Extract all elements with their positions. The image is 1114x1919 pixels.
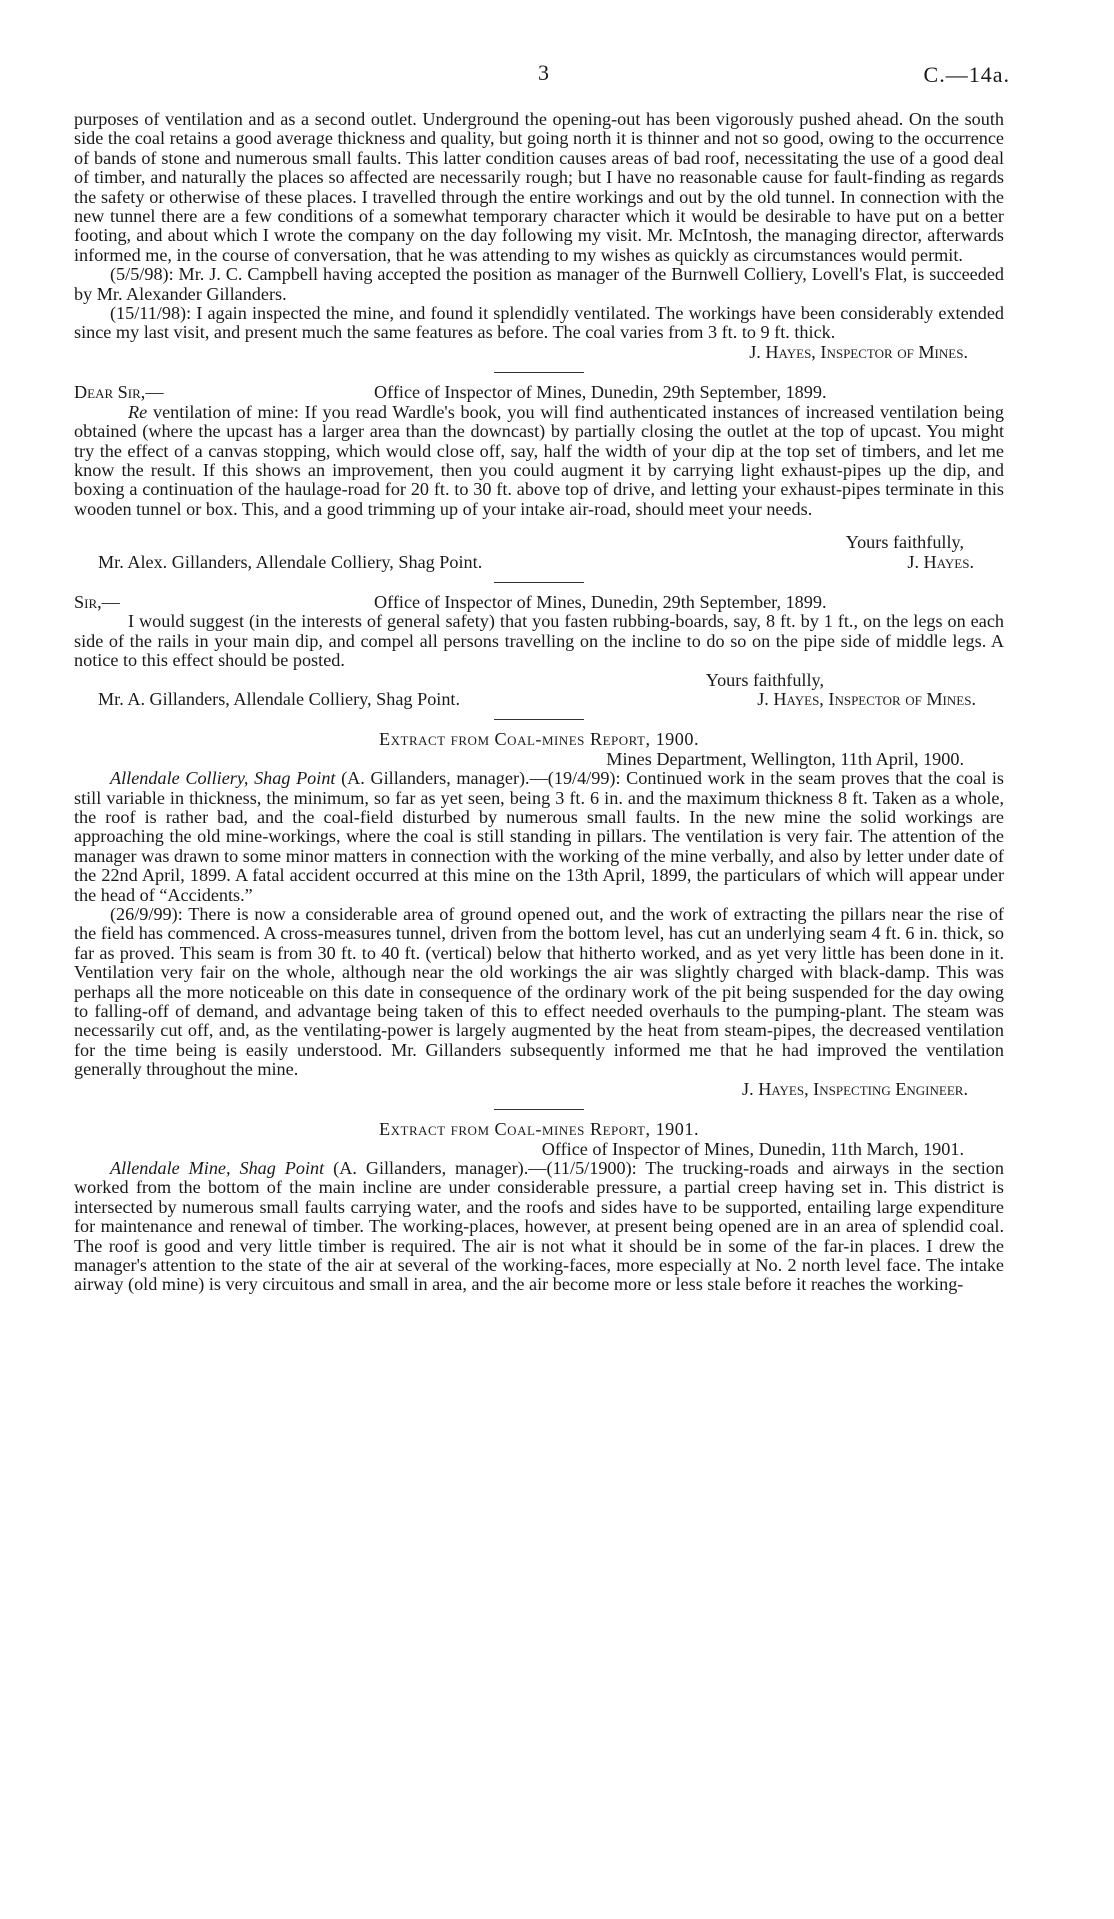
- letter1-body: Re ventilation of mine: If you read Wardle's book, you will find authenticated instances of increased ventilation being obtained (where the upcast has a larger area than the downcast) by partially closing the outlet at the top of upcast. You might try the effect of a canvas stopping, which would close off, say, half the width of your dip at the top set of timbers, and let me know the result. If this shows an improvement, then you could augment it by carrying light exhaust-pipes up the dip, and boxing a continuation of the haulage-road for 20 ft. to 30 ft. above top of drive, and letting your exhaust-pipes terminate in this wooden tunnel or box. This, and a good trimming up of your intake air-road, should meet your needs.: [74, 401, 1004, 519]
- letter1-header: [74, 383, 1004, 402]
- divider: [494, 372, 584, 373]
- paragraph-campbell: (5/5/98): Mr. J. C. Campbell having accepted the position as manager of the Burnwell Colliery, Lovell's Flat, is succeeded by Mr. Alexander Gillanders.: [74, 264, 1004, 304]
- document-code: C.—14a.: [923, 62, 1010, 87]
- letter1-footer: [74, 553, 1004, 572]
- letter1-addressee: Mr. Alex. Gillanders, Allendale Colliery, Shag Point.: [98, 551, 483, 572]
- letter2-addressee: Mr. A. Gillanders, Allendale Colliery, Shag Point.: [98, 688, 461, 709]
- paragraph-inspection-1898: (15/11/98): I again inspected the mine, and found it splendidly ventilated. The workings have been considerably extended since my last visit, and present much the same features as before. The coal varies from 3 ft. to 9 ft. thick.: [74, 303, 1004, 343]
- extract1900-para1: Allendale Colliery, Shag Point (A. Gillanders, manager).—(19/4/99): Continued work in the seam proves that the coal is still variable in thickness, the minimum, so far as yet seen, being 3 ft. 6 in. and the maximum thickness 8 ft. Taken as a whole, the roof is rather bad, and the coal-field disturbed by numerous small faults. In the new mine the solid workings are approaching the old mine-workings, where the coal is still standing in pillars. The ventilation is very fair. The attention of the manager was drawn to some minor matters in connection with the working of the mine verbally, and also by letter under date of the 22nd April, 1899. A fatal accident occurred at this mine on the 13th April, 1899, the particulars of which will appear under the head of “Accidents.”: [74, 768, 1005, 905]
- page-header: [0, 60, 1114, 100]
- extract1900-para2: (26/9/99): There is now a considerable area of ground opened out, and the work of extracting the pillars near the rise of the field has commenced. A cross-measures tunnel, driven from the bottom level, has cut an underlying seam 4 ft. 6 in. thick, so far as proved. This seam is from 30 ft. to 40 ft. (vertical) below that hitherto worked, and as yet very little has been done in it. Ventilation very fair on the whole, although near the old workings the air was slightly charged with black-damp. This was perhaps all the more noticeable on this date in consequence of the ordinary work of the pit being suspended for the day owing to falling-off of demand, and advantage being taken of this to effect needed overhauls to the pumping-plant. The steam was necessarily cut off, and, as the ventilating-power is largely augmented by the heat from steam-pipes, the decreased ventilation for the time being is easily understood. Mr. Gillanders subsequently informed me that he had improved the ventilation generally throughout the mine.: [74, 904, 1004, 1080]
- paragraph-continuation: purposes of ventilation and as a second outlet. Underground the opening-out has been vigorously pushed ahead. On the south side the coal retains a good average thickness and quality, but going north it is thinner and not so good, owing to the occurrence of bands of stone and numerous small faults. This latter condition causes areas of bad roof, necessitating the use of a good deal of timber, and naturally the places so affected are necessarily rough; but I have no reasonable cause for fault-finding as regards the safety or otherwise of these places. I travelled through the entire workings and out by the old tunnel. In connection with the new tunnel there are a few conditions of a somewhat temporary character which it would be desirable to have put on a better footing, and about which I wrote the company on the day following my visit. Mr. McIntosh, the managing director, afterwards informed me, in the course of conversation, that he was attending to my wishes as quickly as circumstances would permit.: [74, 109, 1004, 265]
- letter2-header: [74, 593, 1004, 612]
- letter2-salutation: Sir,—: [74, 591, 120, 612]
- letter2-office-line: Office of Inspector of Mines, Dunedin, 29th September, 1899.: [374, 591, 827, 612]
- extract1901-para1: Allendale Mine, Shag Point (A. Gillanders, manager).—(11/5/1900): The trucking-roads and airways in the section worked from the bottom of the main incline are under considerable pressure, a partial creep having set in. This district is intersected by numerous small faults carrying water, and the roofs and sides have to be supported, entailing large expenditure for maintenance and renewal of timber. The working-places, however, at present being opened are in an area of splendid coal. The roof is good and very little timber is required. The air is not what it should be in some of the far-in places. I drew the manager's attention to the state of the air at several of the working-faces, more especially at No. 2 north level face. The intake airway (old mine) is very circuitous and small in area, and the air become more or less stale before it reaches the working-: [74, 1157, 1004, 1295]
- page-number: 3: [538, 60, 549, 85]
- extract1900-dateline: Mines Department, Wellington, 11th April, 1900.: [606, 748, 964, 769]
- extract1900-signature: J. Hayes, Inspecting Engineer.: [742, 1078, 968, 1099]
- extract1901-dateline: Office of Inspector of Mines, Dunedin, 11th March, 1901.: [541, 1138, 964, 1159]
- letter1-signature: J. Hayes.: [907, 551, 974, 572]
- letter1-salutation: Dear Sir,—: [74, 382, 164, 403]
- divider: [494, 1109, 584, 1110]
- extract1900-heading: Extract from Coal-mines Report, 1900.: [379, 729, 699, 750]
- letter2-closing: Yours faithfully,: [705, 669, 824, 690]
- letter2-signature: J. Hayes, Inspector of Mines.: [757, 688, 976, 709]
- letter1-closing: Yours faithfully,: [845, 532, 964, 553]
- letter2-body: I would suggest (in the interests of general safety) that you fasten rubbing-boards, say, 8 ft. by 1 ft., on the legs on each side of the rails in your main dip, and compel all persons travelling on the incline to do so on the pipe side of middle legs. A notice to this effect should be posted.: [74, 611, 1004, 671]
- letter1-office-line: Office of Inspector of Mines, Dunedin, 29th September, 1899.: [374, 382, 827, 403]
- divider: [494, 719, 584, 720]
- extract1901-heading: Extract from Coal-mines Report, 1901.: [379, 1119, 699, 1140]
- divider: [494, 582, 584, 583]
- signature-hayes-1: J. Hayes, Inspector of Mines.: [749, 341, 968, 362]
- page-body: [74, 110, 1004, 1295]
- letter2-footer: [74, 690, 1004, 709]
